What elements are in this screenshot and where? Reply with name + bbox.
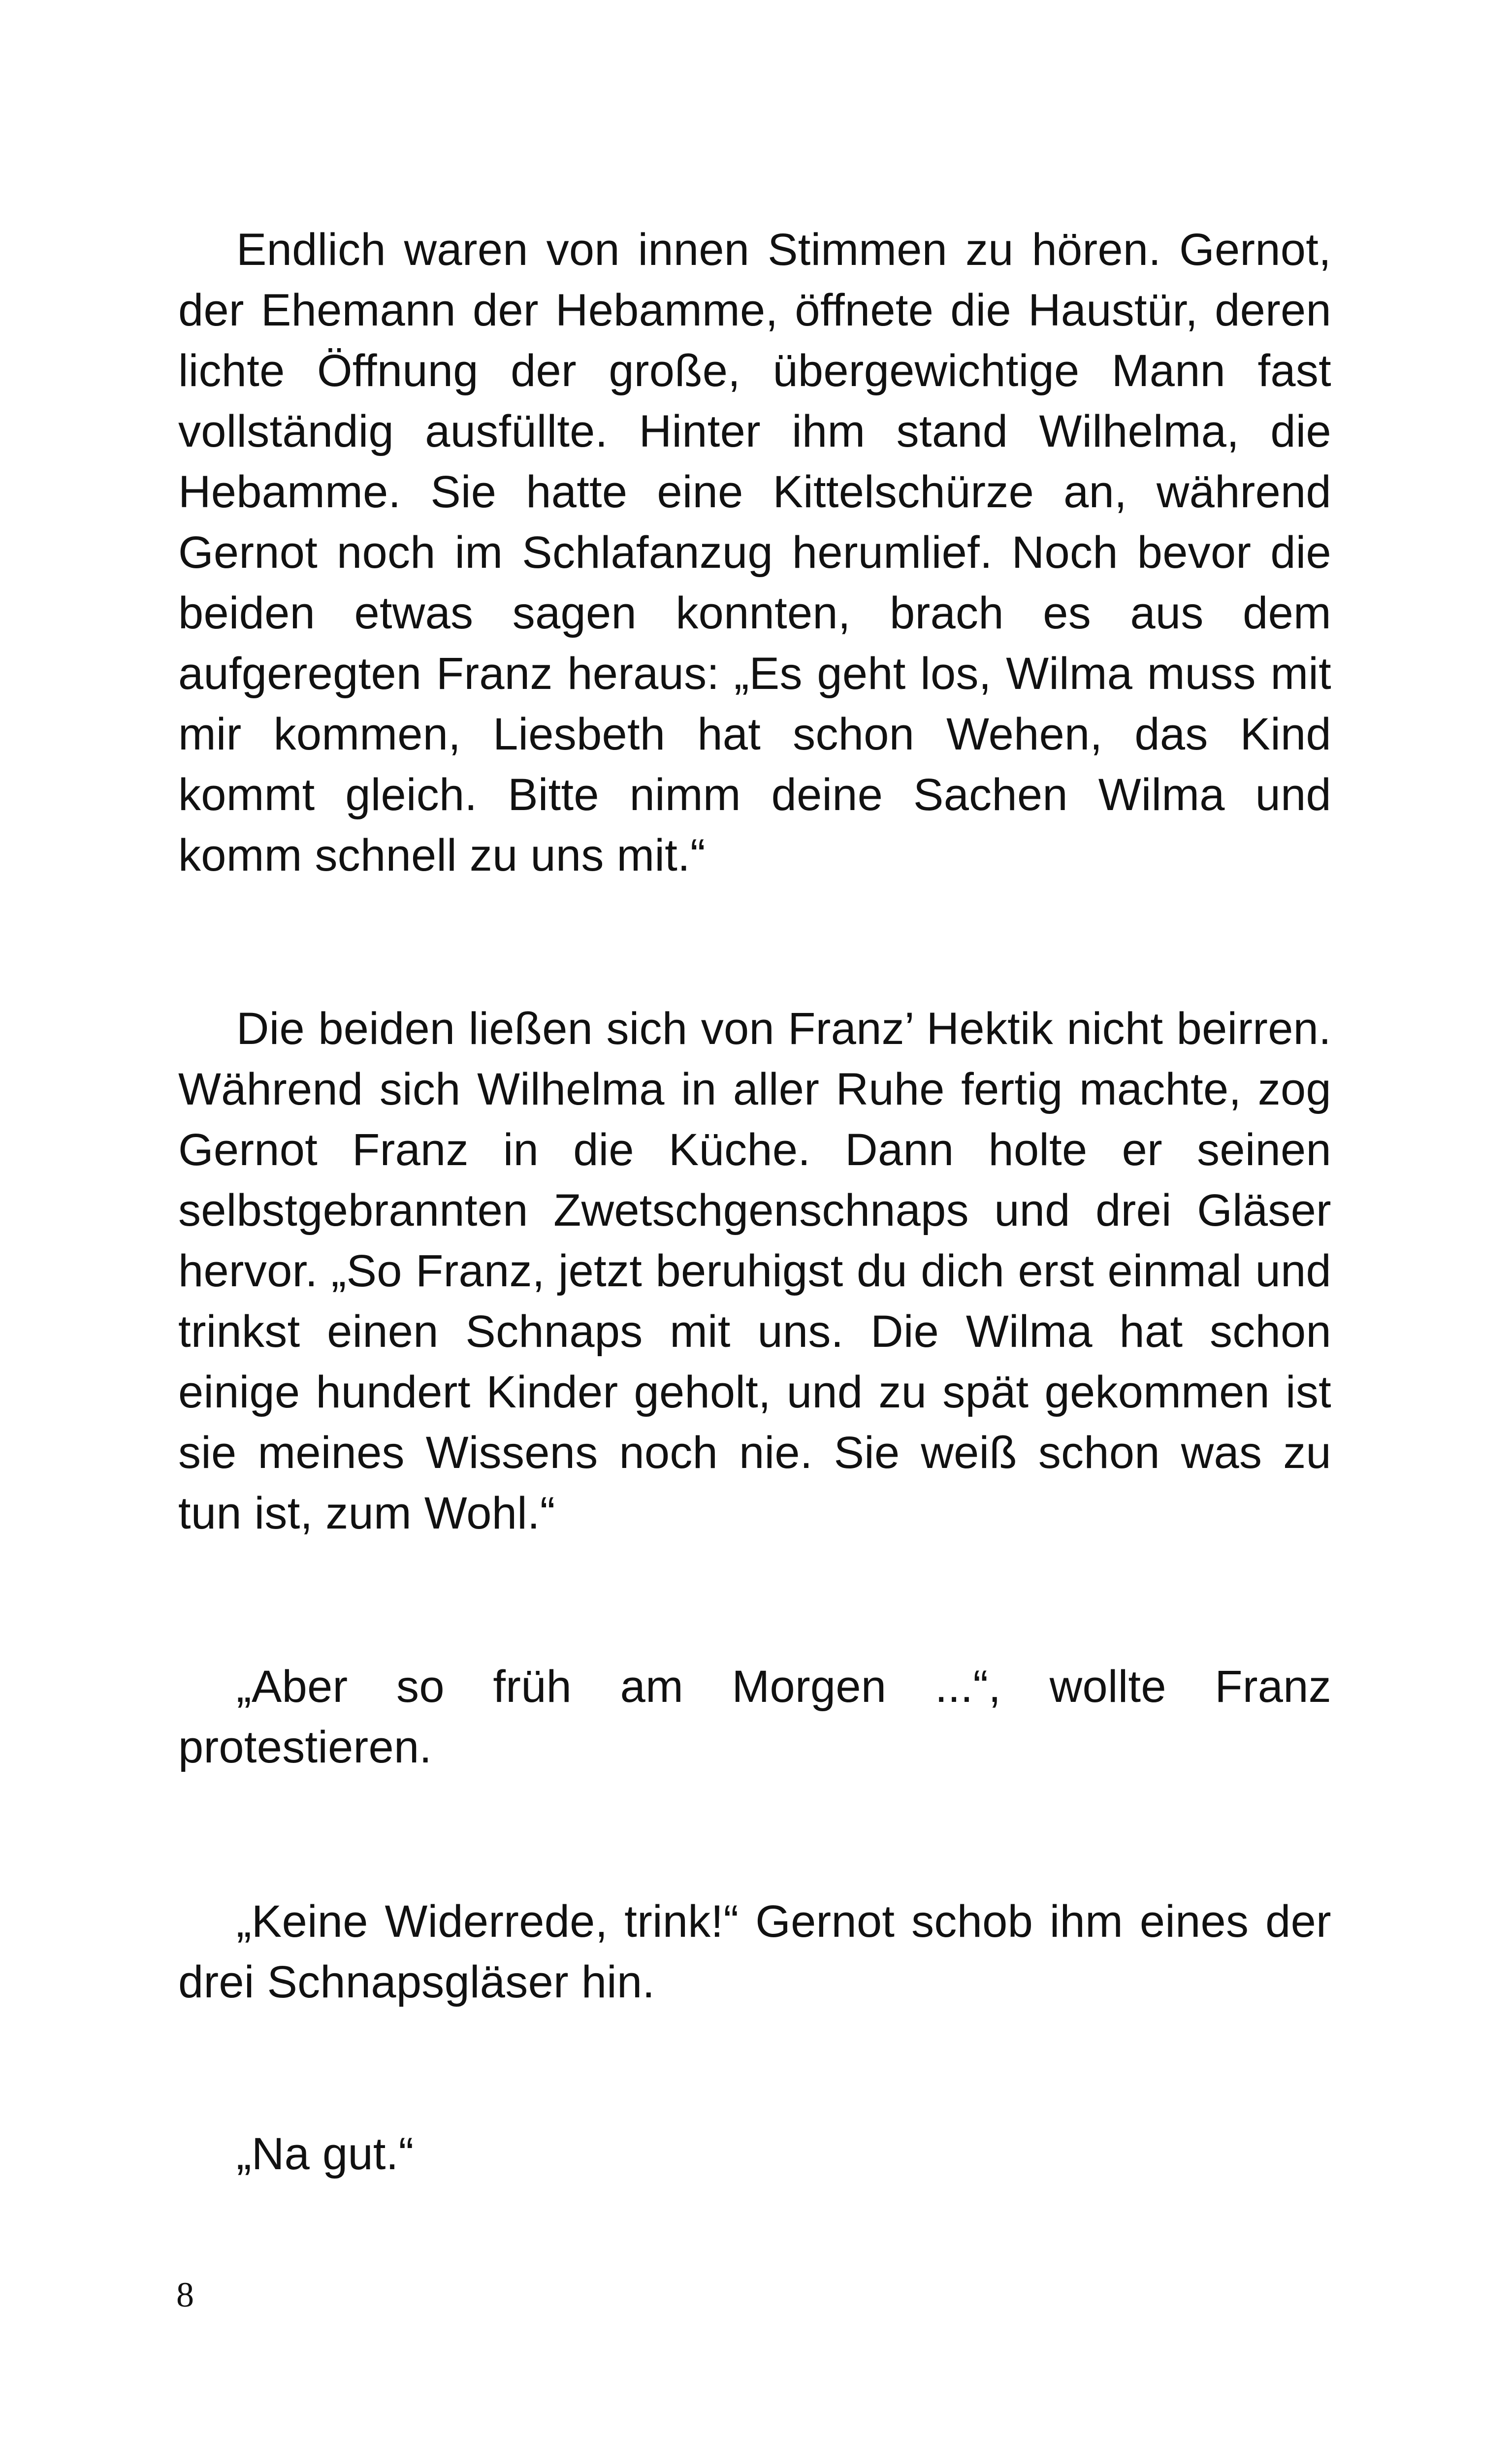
- paragraph-4: [178, 1891, 1331, 2013]
- paragraph-text: „Na gut.“: [236, 2129, 414, 2179]
- paragraph-2: [178, 999, 1331, 1544]
- paragraph-3: [178, 1657, 1331, 1778]
- paragraph-text: Endlich waren von innen Stimmen zu hören. Gernot, der Ehemann der Hebamme, öffnete die Haustür, deren lichte Öffnung der große, übergewichtige Mann fast vollständig ausfüllte. Hinter ihm stand Wilhelma, die Hebamme. Sie hatte eine Kittelschürze an, während Gernot noch im Schlafanzug herumlief. Noch bevor die beiden etwas sagen konnten, brach es aus dem aufgeregten Franz heraus: „Es geht los, Wilma muss mit mir kommen, Liesbeth hat schon Wehen, das Kind kommt gleich. Bitte nimm deine Sachen Wilma und komm schnell zu uns mit.“: [178, 225, 1331, 880]
- paragraph-text: „Keine Widerrede, trink!“ Gernot schob ihm eines der drei Schnapsgläser hin.: [178, 1896, 1331, 2007]
- paragraph-5: [178, 2124, 1331, 2184]
- paragraph-text: Die beiden ließen sich von Franz’ Hektik nicht beirren. Während sich Wilhelma in aller Ruhe fertig machte, zog Gernot Franz in die Küche. Dann holte er seinen selbstgebrannten Zwetschgenschnaps und drei Gläser hervor. „So Franz, jetzt beruhigst du dich erst einmal und trinkst einen Schnaps mit uns. Die Wilma hat schon einige hundert Kinder geholt, und zu spät gekommen ist sie meines Wissens noch nie. Sie weiß schon was zu tun ist, zum Wohl.“: [178, 1004, 1331, 1538]
- paragraph-text: „Aber so früh am Morgen ...“, wollte Franz protestieren.: [178, 1661, 1331, 1772]
- page-number: 8: [176, 2275, 194, 2314]
- paragraph-1: [178, 220, 1331, 886]
